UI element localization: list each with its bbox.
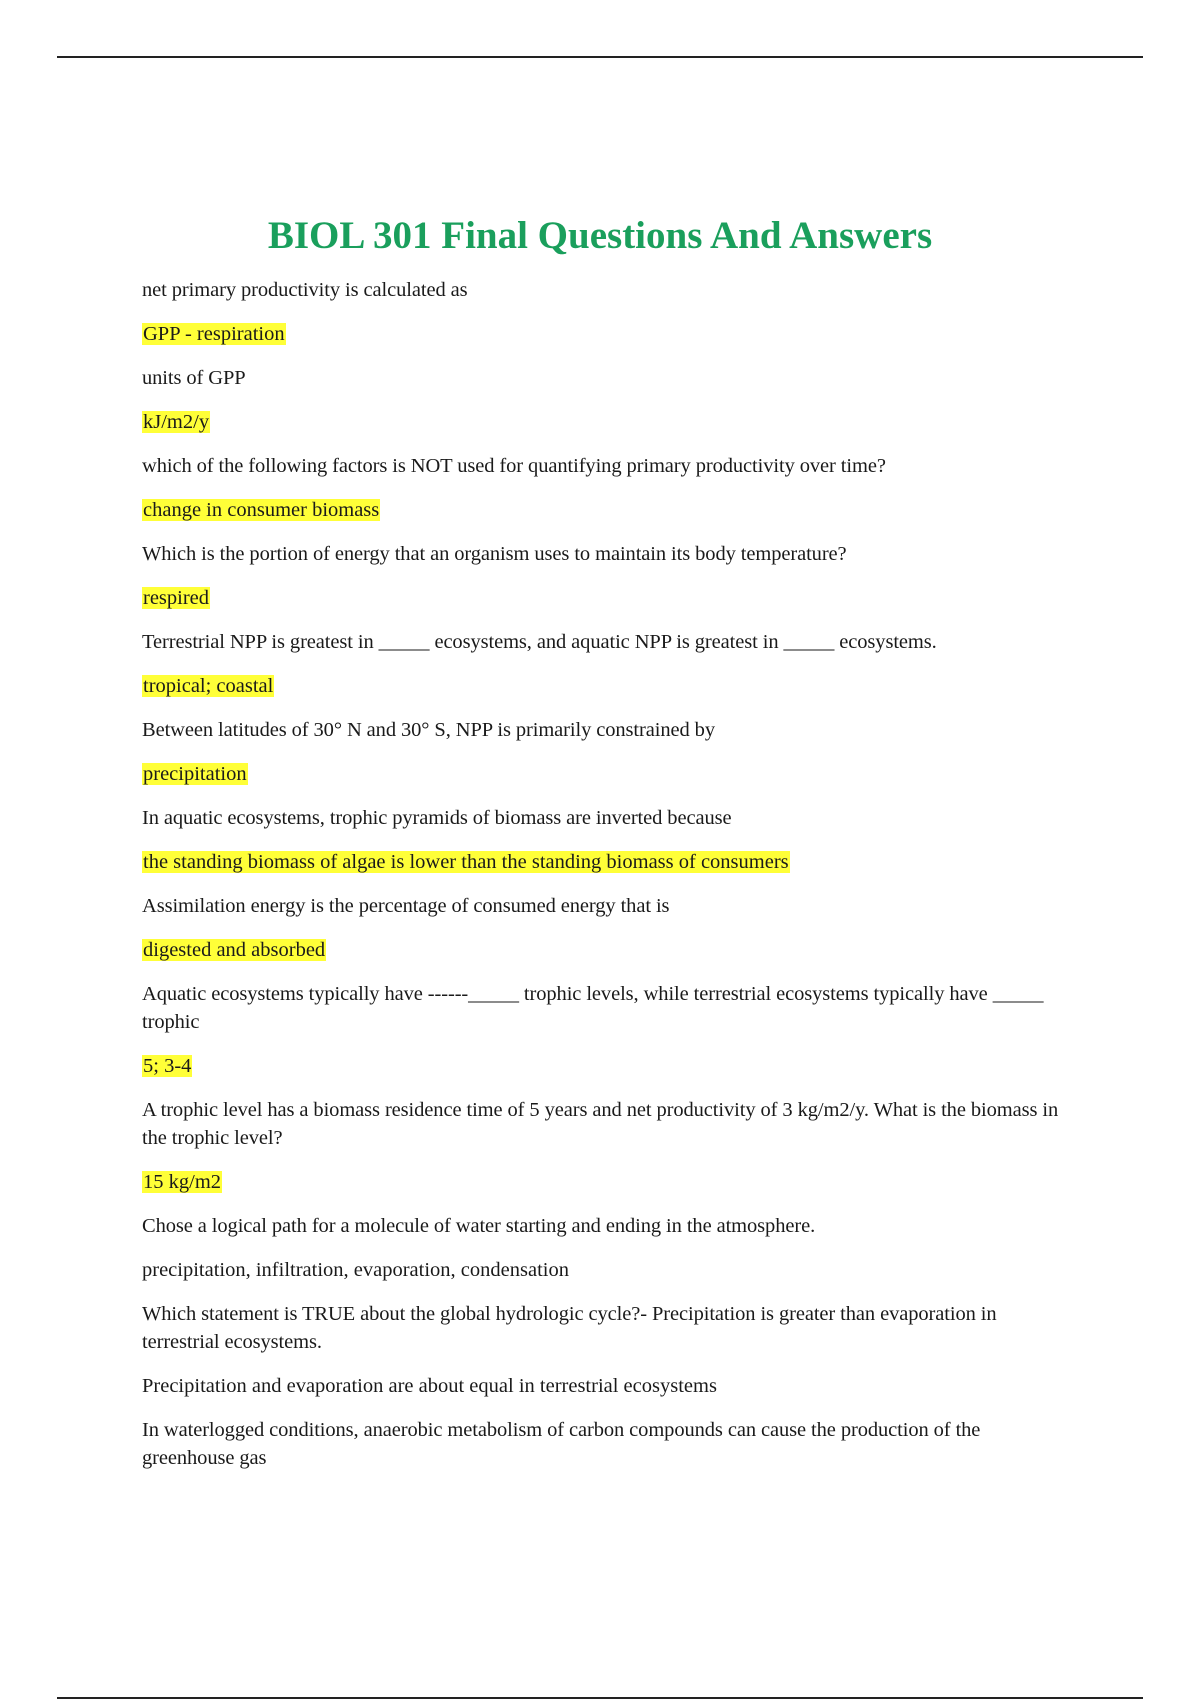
question-item: Which statement is TRUE about the global hydrologic cycle?- Precipitation is greater than evaporation in terrestrial ecosystems. (142, 1303, 997, 1353)
highlighted-answer-text: precipitation (143, 763, 247, 785)
question-item: A trophic level has a biomass residence time of 5 years and net productivity of 3 kg/m2/y. What is the biomass in the trophic level? (142, 1099, 1059, 1149)
highlighted-answer-text: digested and absorbed (143, 939, 326, 961)
answer-item (142, 496, 1072, 524)
page-title: BIOL 301 Final Questions And Answers (267, 214, 933, 257)
highlighted-answer-text: change in consumer biomass (143, 499, 380, 521)
highlighted-answer-text: 15 kg/m2 (143, 1171, 222, 1193)
answer-option-item: Precipitation and evaporation are about equal in terrestrial ecosystems (142, 1375, 717, 1397)
highlighted-answer-text: respired (143, 587, 210, 609)
footer-rule (57, 1697, 1143, 1699)
answer-item (142, 1052, 1072, 1080)
answer-item (142, 848, 1072, 876)
question-item: net primary productivity is calculated as (142, 279, 468, 301)
question-item: units of GPP (142, 367, 246, 389)
question-item: Assimilation energy is the percentage of consumed energy that is (142, 895, 670, 917)
answer-item (142, 672, 1072, 700)
qa-list (142, 276, 1072, 1488)
answer-option-item: precipitation, infiltration, evaporation, condensation (142, 1259, 569, 1281)
question-item: Which is the portion of energy that an organism uses to maintain its body temperature? (142, 543, 847, 565)
answer-item (142, 584, 1072, 612)
answer-item (142, 408, 1072, 436)
highlighted-answer-text: GPP - respiration (143, 323, 285, 345)
highlighted-answer-text: tropical; coastal (143, 675, 274, 697)
highlighted-answer-text: kJ/m2/y (143, 411, 210, 433)
question-item: In waterlogged conditions, anaerobic metabolism of carbon compounds can cause the production of the greenhouse gas (142, 1419, 981, 1469)
highlighted-answer-text: 5; 3-4 (143, 1055, 192, 1077)
answer-item (142, 320, 1072, 348)
question-item: Chose a logical path for a molecule of water starting and ending in the atmosphere. (142, 1215, 816, 1237)
question-item: Terrestrial NPP is greatest in _____ ecosystems, and aquatic NPP is greatest in _____ ecosystems. (142, 631, 937, 653)
highlighted-answer-text: the standing biomass of algae is lower than the standing biomass of consumers (143, 851, 789, 873)
header-rule (57, 56, 1143, 58)
question-item: In aquatic ecosystems, trophic pyramids of biomass are inverted because (142, 807, 732, 829)
answer-item (142, 936, 1072, 964)
question-item: Between latitudes of 30° N and 30° S, NPP is primarily constrained by (142, 719, 715, 741)
answer-item (142, 760, 1072, 788)
question-item: Aquatic ecosystems typically have ------_____ trophic levels, while terrestrial ecosystems typically have _____ trophic (142, 983, 1044, 1033)
question-item: which of the following factors is NOT used for quantifying primary productivity over time? (142, 455, 886, 477)
answer-item (142, 1168, 1072, 1196)
